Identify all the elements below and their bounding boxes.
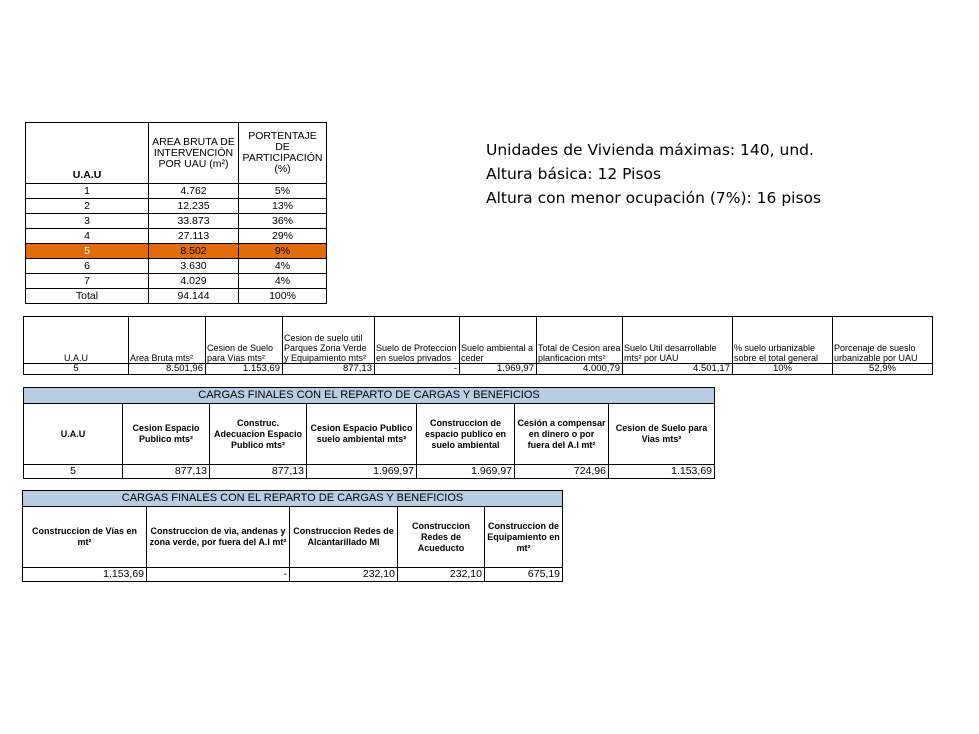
cell-construccion-espacio-ambiental: 1.969,97 [417, 465, 515, 479]
cell-percent: 4% [239, 259, 327, 274]
cell-cesion-vias: 1.153,69 [206, 364, 283, 375]
cell-equipamiento: 675,19 [485, 568, 563, 582]
cell-uau: 5 [26, 244, 149, 259]
table-row [24, 364, 933, 375]
cell-construccion-vias: 1.153,69 [23, 568, 147, 582]
col-header-area-bruta: Area Bruta mts² [129, 317, 206, 364]
cell-area: 4.029 [149, 274, 239, 289]
cell-area: 4.762 [149, 184, 239, 199]
cell-construccion-via-andenes: - [147, 568, 290, 582]
cell-pct-urbanizable-uau: 52,9% [833, 364, 933, 375]
cell-area: 94.144 [149, 289, 239, 304]
col-header-suelo-util: Suelo Util desarrollable mts² por UAU [623, 317, 733, 364]
cell-cesion-vias: 1.153,69 [609, 465, 715, 479]
table-title: CARGAS FINALES CON EL REPARTO DE CARGAS Y BENEFICIOS [23, 491, 563, 507]
col-header-suelo-proteccion: Suelo de Proteccion en suelos privados [375, 317, 460, 364]
cell-area-bruta: 8.501,96 [129, 364, 206, 375]
final-charges-table-1 [23, 387, 715, 479]
col-header-cesion-vias: Cesion de Suelo para Vias mts² [609, 404, 715, 465]
project-info [486, 138, 821, 210]
cell-uau: 7 [26, 274, 149, 289]
col-header-cesion-vias: Cesion de Suelo para Vias mts² [206, 317, 283, 364]
table-row [26, 274, 327, 289]
cell-percent: 5% [239, 184, 327, 199]
info-line-housing-units: Unidades de Vivienda máximas: 140, und. [486, 141, 814, 159]
cell-redes-acueducto: 232,10 [398, 568, 485, 582]
col-header-construccion-via-andenes: Construccion de via, andenas y zona verde, por fuera del A.I mt² [147, 507, 290, 568]
col-header-uau: U.A.U [24, 317, 129, 364]
cell-percent: 100% [239, 289, 327, 304]
cell-cesion-compensar: 724,96 [515, 465, 609, 479]
uau-area-table [25, 122, 327, 304]
uau-land-table [23, 316, 933, 375]
col-header-redes-acueducto: Construccion Redes de Acueducto [398, 507, 485, 568]
cell-percent: 4% [239, 274, 327, 289]
table-row-total [26, 289, 327, 304]
col-header-redes-alcantarillado: Construccion Redes de Alcantarillado Ml [290, 507, 398, 568]
cell-area: 8.502 [149, 244, 239, 259]
cell-construc-adecuacion: 877,13 [210, 465, 307, 479]
cell-area: 33.873 [149, 214, 239, 229]
table-title: CARGAS FINALES CON EL REPARTO DE CARGAS Y BENEFICIOS [24, 388, 715, 404]
cell-pct-urbanizable-total: 10% [733, 364, 833, 375]
cell-uau: Total [26, 289, 149, 304]
cell-area: 27.113 [149, 229, 239, 244]
info-line-reduced-occupancy-height: Altura con menor ocupación (7%): 16 pisos [486, 189, 822, 207]
cell-uau: 4 [26, 229, 149, 244]
cell-uau: 2 [26, 199, 149, 214]
table-row [24, 465, 715, 479]
table-row [26, 229, 327, 244]
table-row-highlighted [26, 244, 327, 259]
cell-uau: 6 [26, 259, 149, 274]
info-line-base-height: Altura básica: 12 Pisos [486, 165, 662, 183]
final-charges-table-2 [22, 490, 563, 582]
cell-cesion-parques: 877,13 [283, 364, 375, 375]
cell-total-cesion: 4.000,79 [537, 364, 623, 375]
col-header-total-cesion: Total de Cesion area planficacion mts² [537, 317, 623, 364]
col-header-cesion-espacio-publico: Cesion Espacio Publico mts² [123, 404, 210, 465]
col-header-construccion-espacio-ambiental: Construccion de espacio publico en suelo ambiental [417, 404, 515, 465]
col-header-porcentaje: PORTENTAJE DE PARTICIPACIÓN (%) [239, 123, 327, 184]
cell-uau: 1 [26, 184, 149, 199]
col-header-cesion-suelo-ambiental: Cesion Espacio Publico suelo ambiental mts² [307, 404, 417, 465]
cell-percent: 36% [239, 214, 327, 229]
col-header-pct-urbanizable-total: % suelo urbanizable sobre el total general [733, 317, 833, 364]
col-header-equipamiento: Construccion de Equipamiento en mt² [485, 507, 563, 568]
col-header-construc-adecuacion: Construc. Adecuacion Espacio Publico mts² [210, 404, 307, 465]
table-row [23, 568, 563, 582]
col-header-pct-urbanizable-uau: Porcenaje de sueslo urbanizable por UAU [833, 317, 933, 364]
cell-uau: 5 [24, 465, 123, 479]
table-row [26, 214, 327, 229]
cell-suelo-ambiental: 1.969,97 [460, 364, 537, 375]
table-row [26, 199, 327, 214]
table-row [26, 184, 327, 199]
col-header-cesion-parques: Cesion de suelo util Parques Zona Verde y Equipamiento mts² [283, 317, 375, 364]
cell-percent: 13% [239, 199, 327, 214]
cell-percent: 29% [239, 229, 327, 244]
cell-cesion-suelo-ambiental: 1.969,97 [307, 465, 417, 479]
col-header-suelo-ambiental: Suelo ambiental a ceder [460, 317, 537, 364]
col-header-area-bruta: AREA BRUTA DE INTERVENCIÓN POR UAU (m²) [149, 123, 239, 184]
cell-percent: 9% [239, 244, 327, 259]
col-header-cesion-compensar: Cesión a compensar en dinero o por fuera del A.I mt² [515, 404, 609, 465]
col-header-construccion-vias: Construccion de Vías en mt² [23, 507, 147, 568]
col-header-uau: U.A.U [24, 404, 123, 465]
col-header-uau: U.A.U [26, 123, 149, 184]
cell-uau: 3 [26, 214, 149, 229]
cell-suelo-util: 4.501,17 [623, 364, 733, 375]
table-row [26, 259, 327, 274]
cell-cesion-espacio-publico: 877,13 [123, 465, 210, 479]
cell-uau: 5 [24, 364, 129, 375]
cell-redes-alcantarillado: 232,10 [290, 568, 398, 582]
cell-suelo-proteccion: - [375, 364, 460, 375]
cell-area: 12.235 [149, 199, 239, 214]
cell-area: 3.630 [149, 259, 239, 274]
